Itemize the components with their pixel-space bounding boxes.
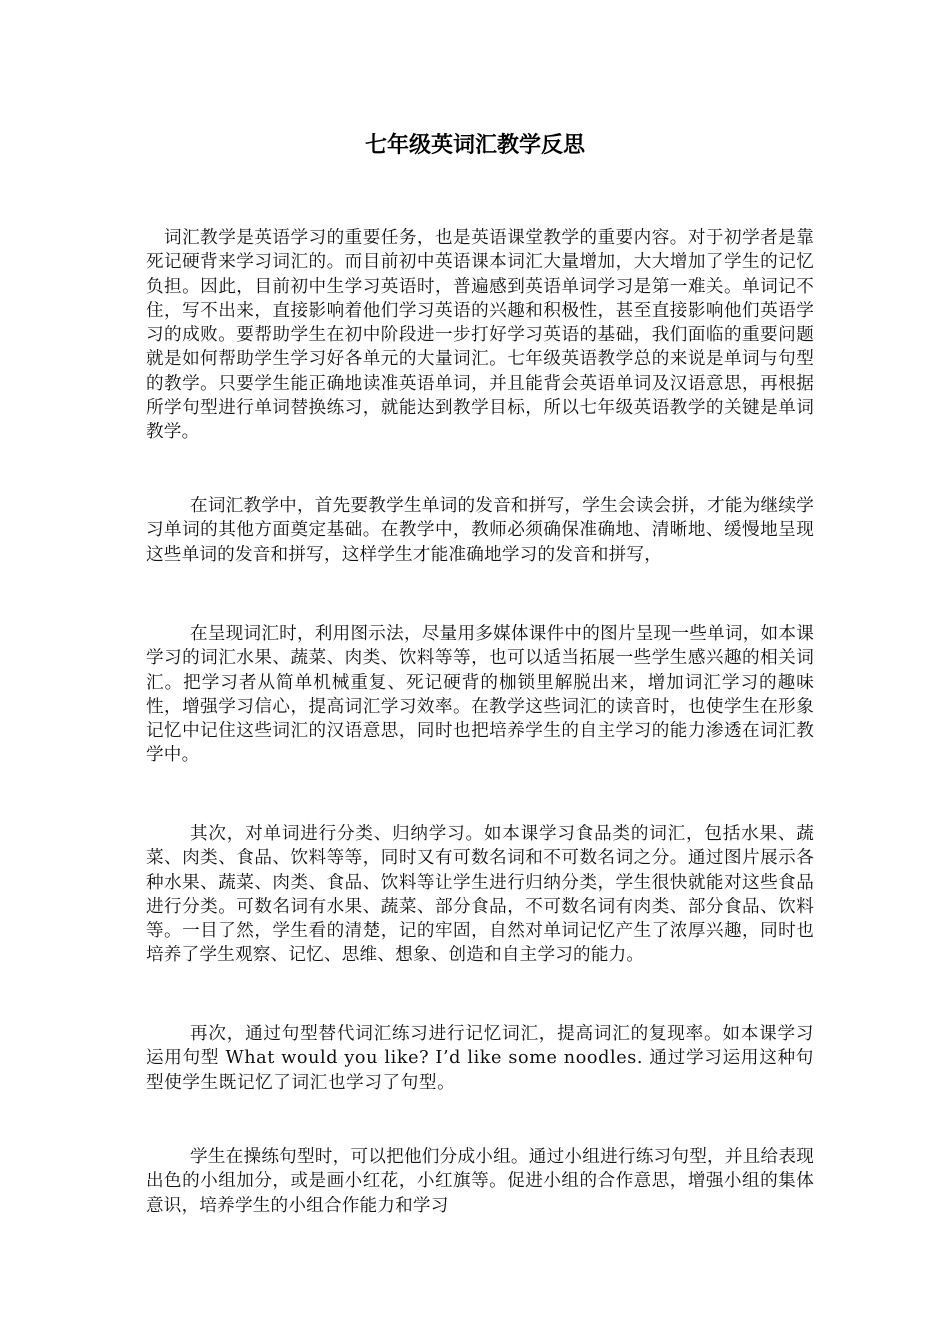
paragraph-presentation: 在呈现词汇时，利用图示法，尽量用多媒体课件中的图片呈现一些单词，如本课学习的词汇水果、蔬菜、肉类、饮料等等，也可以适当拓展一些学生感兴趣的相关词汇。把学习者从简单机械重复、死记硬背的枷锁里解脱出来，增加词汇学习的趣味性，增强学习信心，提高词汇学习效率。在教学这些词汇的读音时，也使学生在形象记忆中记住这些词汇的汉语意思，同时也把培养学生的自主学习的能力渗透在词汇教学中。: [146, 624, 814, 766]
paragraph-intro: 词汇教学是英语学习的重要任务，也是英语课堂教学的重要内容。对于初学者是靠死记硬背来学习词汇的。而目前初中英语课本词汇大量增加，大大增加了学生的记忆负担。因此，目前初中生学习英语时，普遍感到英语单词学习是第一难关。单词记不住，写不出来，直接影响着他们学习英语的兴趣和积极性，甚至直接影响他们英语学习的成败。要帮助学生在初中阶段进一步打好学习英语的基础，我们面临的重要问题就是如何帮助学生学习好各单元的大量词汇。七年级英语教学总的来说是单词与句型的教学。只要学生能正确地读准英语单词，并且能背会英语单词及汉语意思，再根据所学句型进行单词替换练习，就能达到教学目标，所以七年级英语教学的关键是单词教学。: [146, 228, 814, 443]
document-title: 七年级英词汇教学反思: [364, 133, 585, 158]
paragraph-group-practice: 学生在操练句型时，可以把他们分成小组。通过小组进行练习句型，并且给表现出色的小组加分，或是画小红花，小红旗等。促进小组的合作意思，增强小组的集体意识，培养学生的小组合作能力和学习: [146, 1147, 814, 1216]
paragraph-pronunciation: 在词汇教学中，首先要教学生单词的发音和拼写，学生会读会拼，才能为继续学习单词的其他方面奠定基础。在教学中，教师必须确保准确地、清晰地、缓慢地呈现这些单词的发音和拼写，这样学生才能准确地学习的发音和拼写，: [146, 496, 814, 565]
paragraph-sentence-patterns: 再次，通过句型替代词汇练习进行记忆词汇，提高词汇的复现率。如本课学习运用句型 What would you like? I’d like some noodles. 通过学习运用这种句型使学生既记忆了词汇也学习了句型。: [146, 1024, 814, 1093]
paragraph-classification: 其次，对单词进行分类、归纳学习。如本课学习食品类的词汇，包括水果、蔬菜、肉类、食品、饮料等等，同时又有可数名词和不可数名词之分。通过图片展示各种水果、蔬菜、肉类、食品、饮料等让学生进行归纳分类，学生很快就能对这些食品进行分类。可数名词有水果、蔬菜、部分食品，不可数名词有肉类、部分食品、饮料等。一目了然，学生看的清楚，记的牢固，自然对单词记忆产生了浓厚兴趣，同时也培养了学生观察、记忆、思维、想象、创造和自主学习的能力。: [146, 824, 814, 966]
